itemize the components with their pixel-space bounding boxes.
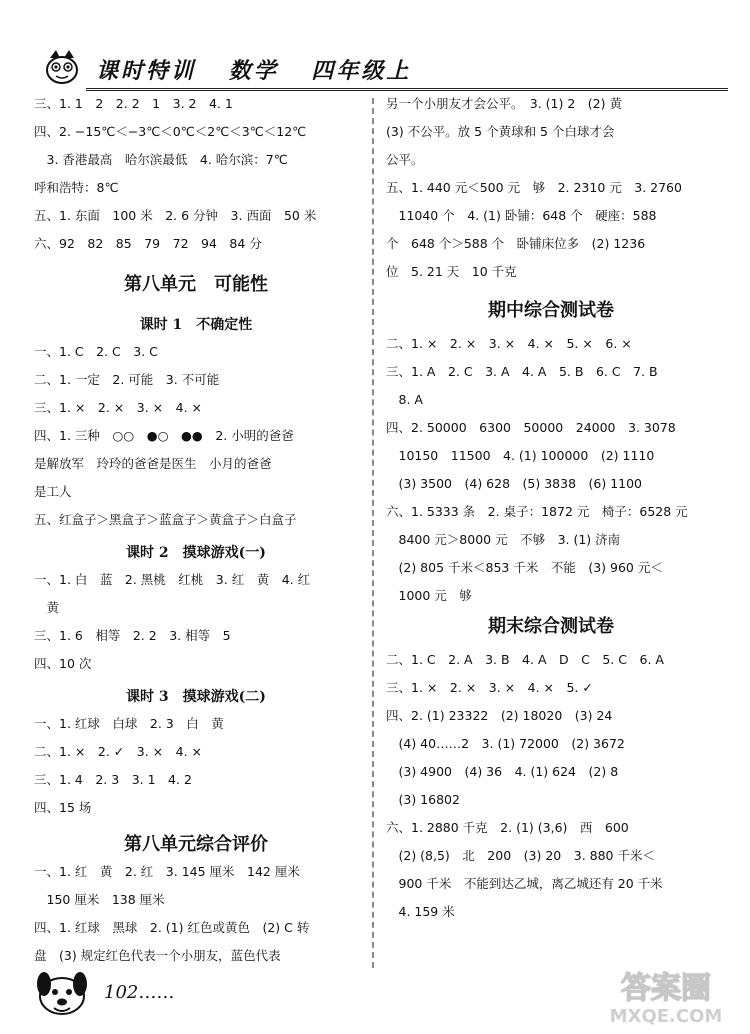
- answer-line: (2) 805 千米＜853 千米 不能 (3) 960 元＜: [386, 560, 663, 575]
- header-rule: [86, 88, 728, 91]
- answer-line: 黄: [34, 600, 60, 615]
- answer-line: 一、1. C 2. C 3. C: [34, 344, 158, 359]
- dog-mascot-icon: [30, 962, 94, 1020]
- answer-line: 8400 元＞8000 元 不够 3. (1) 济南: [386, 532, 621, 547]
- answer-line: 三、1. × 2. × 3. × 4. ×: [34, 400, 202, 415]
- answer-line: 六、1. 2880 千克 2. (1) (3,6) 西 600: [386, 820, 629, 835]
- answer-line: (3) 4900 (4) 36 4. (1) 624 (2) 8: [386, 764, 619, 779]
- answer-line: 3. 香港最高 哈尔滨最低 4. 哈尔滨：7℃: [34, 152, 288, 167]
- answer-line: (3) 不公平。放 5 个黄球和 5 个白球才会: [386, 124, 615, 139]
- answer-line: 五、1. 440 元＜500 元 够 2. 2310 元 3. 2760: [386, 180, 682, 195]
- page-header: [38, 42, 728, 92]
- answer-line: 三、1. 4 2. 3 3. 1 4. 2: [34, 772, 192, 787]
- answer-line: 一、1. 红 黄 2. 红 3. 145 厘米 142 厘米: [34, 864, 300, 879]
- answer-line: (3) 16802: [386, 792, 460, 807]
- header-title-grade: 四年级上: [311, 58, 412, 84]
- answer-line: 10150 11500 4. (1) 100000 (2) 1110: [386, 448, 655, 463]
- answer-line: 四、2. 50000 6300 50000 24000 3. 3078: [386, 420, 676, 435]
- header-title-series: 课时特训: [96, 58, 197, 84]
- answer-line: 四、1. 三种 ○○ ●○ ●● 2. 小明的爸爸: [34, 428, 294, 443]
- answer-line: 11040 个 4. (1) 卧铺：648 个 硬座：588: [386, 208, 657, 223]
- answer-line: 一、1. 红球 白球 2. 3 白 黄: [34, 716, 224, 731]
- page-number: 102……: [104, 982, 175, 1003]
- column-divider: [372, 98, 374, 968]
- answer-line: 五、红盒子＞黑盒子＞蓝盒子＞黄盒子＞白盒子: [34, 512, 297, 527]
- answer-line: (4) 40……2 3. (1) 72000 (2) 3672: [386, 736, 625, 751]
- answer-line: 8. A: [386, 392, 423, 407]
- answer-line: 二、1. C 2. A 3. B 4. A D C 5. C 6. A: [386, 652, 664, 667]
- answer-line: 三、1. × 2. × 3. × 4. × 5. ✓: [386, 680, 593, 695]
- answer-line: 三、1. A 2. C 3. A 4. A 5. B 6. C 7. B: [386, 364, 658, 379]
- answer-line: 1000 元 够: [386, 588, 472, 603]
- answer-line: 四、2. (1) 23322 (2) 18020 (3) 24: [386, 708, 613, 723]
- answer-line: 盘 (3) 规定红色代表一个小朋友，蓝色代表: [34, 948, 281, 963]
- answer-line: 六、1. 5333 条 2. 桌子：1872 元 椅子：6528 元: [386, 504, 688, 519]
- section-heading: 期末综合测试卷: [488, 616, 614, 637]
- answer-line: 一、1. 白 蓝 2. 黑桃 红桃 3. 红 黄 4. 红: [34, 572, 311, 587]
- lesson-heading: 课时 1 不确定性: [139, 317, 253, 333]
- answer-line: (2) (8,5) 北 200 (3) 20 3. 880 千米＜: [386, 848, 655, 863]
- header-title: [96, 54, 433, 85]
- answer-line: 二、1. × 2. × 3. × 4. × 5. × 6. ×: [386, 336, 632, 351]
- answer-line: 四、15 场: [34, 800, 92, 815]
- answer-line: 是解放军 玲玲的爸爸是医生 小月的爸爸: [34, 456, 272, 471]
- answer-line: 四、2. −15℃＜−3℃＜0℃＜2℃＜3℃＜12℃: [34, 124, 307, 139]
- section-heading: 第八单元综合评价: [124, 834, 268, 855]
- answer-line: 五、1. 东面 100 米 2. 6 分钟 3. 西面 50 米: [34, 208, 317, 223]
- answer-line: 六、92 82 85 79 72 94 84 分: [34, 236, 262, 251]
- section-heading: 期中综合测试卷: [488, 300, 614, 321]
- answer-line: 是工人: [34, 484, 72, 499]
- answer-line: 个 648 个＞588 个 卧铺床位多 (2) 1236: [386, 236, 646, 251]
- watermark-logo-icon: [586, 960, 746, 1030]
- answer-line: 四、1. 红球 黑球 2. (1) 红色或黄色 (2) C 转: [34, 920, 310, 935]
- answer-line: 150 厘米 138 厘米: [34, 892, 165, 907]
- watermark-subtext: MXQE.COM: [609, 1006, 723, 1027]
- answer-line: 二、1. × 2. ✓ 3. × 4. ×: [34, 744, 202, 759]
- answer-line: 三、1. 6 相等 2. 2 3. 相等 5: [34, 628, 231, 643]
- book-mascot-icon: [42, 46, 82, 86]
- answer-line: 三、1. 1 2 2. 2 1 3. 2 4. 1: [34, 96, 233, 111]
- answer-line: 呼和浩特：8℃: [34, 180, 119, 195]
- header-title-subject: 数学: [228, 58, 279, 84]
- lesson-heading: 课时 3 摸球游戏(二): [126, 689, 266, 705]
- watermark-text: 答案圈: [621, 971, 711, 1006]
- answer-line: (3) 3500 (4) 628 (5) 3838 (6) 1100: [386, 476, 643, 491]
- answer-line: 另一个小朋友才会公平。 3. (1) 2 (2) 黄: [386, 96, 622, 111]
- lesson-heading: 课时 2 摸球游戏(一): [126, 545, 266, 561]
- answer-line: 位 5. 21 天 10 千克: [386, 264, 517, 279]
- answer-line: 4. 159 米: [386, 904, 455, 919]
- section-heading: 第八单元 可能性: [124, 274, 268, 295]
- answer-line: 四、10 次: [34, 656, 92, 671]
- answer-line: 二、1. 一定 2. 可能 3. 不可能: [34, 372, 220, 387]
- answer-line: 公平。: [386, 152, 424, 167]
- answer-line: 900 千米 不能到达乙城，离乙城还有 20 千米: [386, 876, 663, 891]
